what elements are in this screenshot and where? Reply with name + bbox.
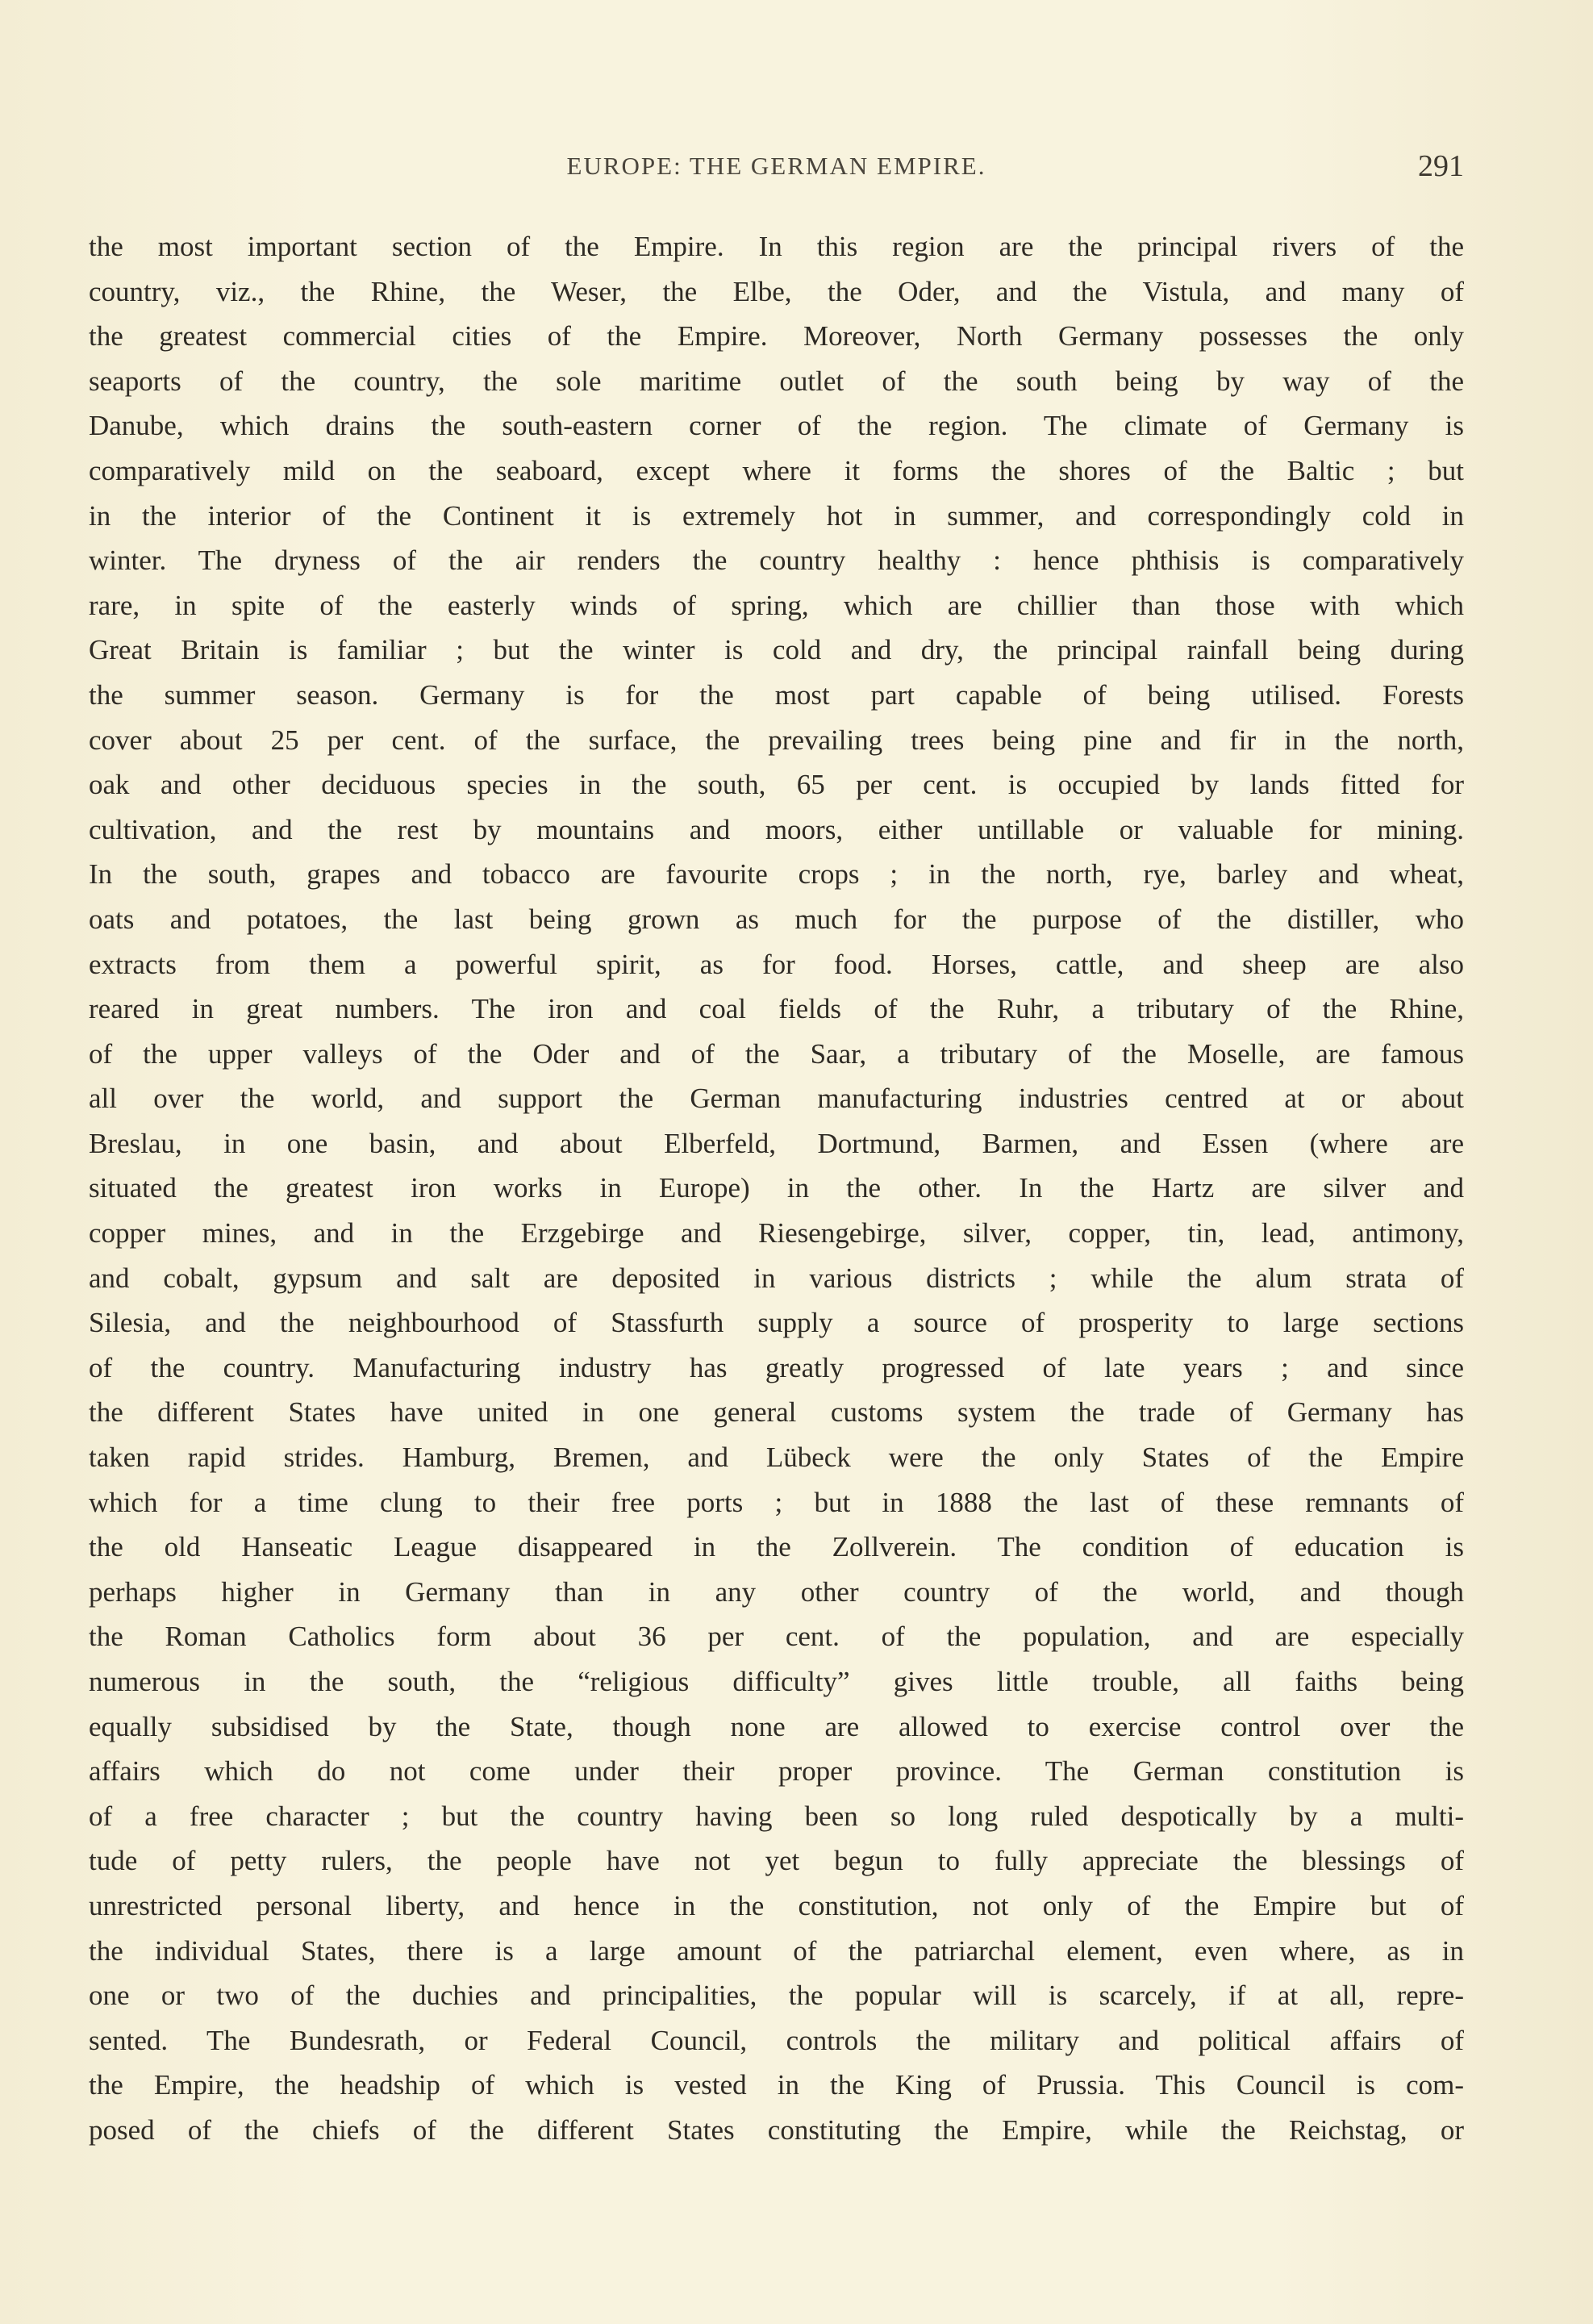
text-line: posed of the chiefs of the different States constituting the Empire, while the Reichstag, or (89, 2113, 1464, 2146)
text-line: the old Hanseatic League disappeared in the Zollverein. The condition of education is (89, 1531, 1464, 1563)
text-line: In the south, grapes and tobacco are favourite crops ; in the north, rye, barley and wheat, (89, 858, 1464, 891)
text-line: of a free character ; but the country having been so long ruled despotically by a multi- (89, 1800, 1464, 1832)
text-line: oats and potatoes, the last being grown as much for the purpose of the distiller, who (89, 903, 1464, 935)
text-line: oak and other deciduous species in the south, 65 per cent. is occupied by lands fitted for (89, 769, 1464, 801)
text-line: unrestricted personal liberty, and hence in the constitution, not only of the Empire but of (89, 1889, 1464, 1921)
text-line: reared in great numbers. The iron and coal fields of the Ruhr, a tributary of the Rhine, (89, 993, 1464, 1025)
text-line: perhaps higher in Germany than in any other country of the world, and though (89, 1575, 1464, 1608)
text-line: rare, in spite of the easterly winds of spring, which are chillier than those with which (89, 589, 1464, 621)
text-line: tude of petty rulers, the people have not yet begun to fully appreciate the blessings of (89, 1845, 1464, 1877)
text-line: extracts from them a powerful spirit, as for food. Horses, cattle, and sheep are also (89, 948, 1464, 980)
text-line: one or two of the duchies and principalities, the popular will is scarcely, if at all, repre- (89, 1980, 1464, 2012)
running-title: EUROPE: THE GERMAN EMPIRE. (566, 152, 986, 180)
text-line: in the interior of the Continent it is extremely hot in summer, and correspondingly cold in (89, 499, 1464, 532)
text-line: comparatively mild on the seaboard, except where it forms the shores of the Baltic ; but (89, 454, 1464, 486)
text-line: of the upper valleys of the Oder and of the Saar, a tributary of the Moselle, are famous (89, 1037, 1464, 1070)
text-line: situated the greatest iron works in Europe) in the other. In the Hartz are silver and (89, 1172, 1464, 1204)
text-line: all over the world, and support the German manufacturing industries centred at or about (89, 1083, 1464, 1115)
text-line: which for a time clung to their free ports ; but in 1888 the last of these remnants of (89, 1486, 1464, 1518)
page-header (89, 149, 1464, 192)
text-line: Great Britain is familiar ; but the winter is cold and dry, the principal rainfall being during (89, 634, 1464, 666)
text-line: Breslau, in one basin, and about Elberfeld, Dortmund, Barmen, and Essen (where are (89, 1127, 1464, 1159)
text-line: equally subsidised by the State, though none are allowed to exercise control over the (89, 1710, 1464, 1742)
text-line: cultivation, and the rest by mountains and moors, either untillable or valuable for mining. (89, 813, 1464, 845)
text-line: cover about 25 per cent. of the surface, the prevailing trees being pine and fir in the north, (89, 724, 1464, 756)
body-paragraph (89, 224, 1464, 2153)
text-line: seaports of the country, the sole maritime outlet of the south being by way of the (89, 365, 1464, 397)
text-line: sented. The Bundesrath, or Federal Council, controls the military and political affairs of (89, 2024, 1464, 2056)
text-line: Danube, which drains the south-eastern corner of the region. The climate of Germany is (89, 410, 1464, 442)
text-line: numerous in the south, the “religious difficulty” gives little trouble, all faiths being (89, 1666, 1464, 1697)
text-line: copper mines, and in the Erzgebirge and Riesengebirge, silver, copper, tin, lead, antimony, (89, 1217, 1464, 1250)
text-line: the Empire, the headship of which is vested in the King of Prussia. This Council is com- (89, 2069, 1464, 2101)
text-line: country, viz., the Rhine, the Weser, the Elbe, the Oder, and the Vistula, and many of (89, 275, 1464, 307)
text-line: of the country. Manufacturing industry has greatly progressed of late years ; and since (89, 1351, 1464, 1383)
text-line: winter. The dryness of the air renders the country healthy : hence phthisis is comparatively (89, 544, 1464, 577)
text-line: and cobalt, gypsum and salt are deposited in various districts ; while the alum strata of (89, 1262, 1464, 1294)
text-line: the most important section of the Empire. In this region are the principal rivers of the (89, 231, 1464, 262)
text-line: the individual States, there is a large amount of the patriarchal element, even where, as in (89, 1934, 1464, 1967)
text-line: affairs which do not come under their proper province. The German constitution is (89, 1755, 1464, 1788)
text-line: the greatest commercial cities of the Empire. Moreover, North Germany possesses the only (89, 320, 1464, 353)
text-line: taken rapid strides. Hamburg, Bremen, and Lübeck were the only States of the Empire (89, 1442, 1464, 1474)
text-line: the summer season. Germany is for the most part capable of being utilised. Forests (89, 678, 1464, 711)
page-number: 291 (1418, 149, 1464, 183)
text-line: Silesia, and the neighbourhood of Stassfurth supply a source of prosperity to large sections (89, 1307, 1464, 1339)
text-line: the Roman Catholics form about 36 per cent. of the population, and are especially (89, 1621, 1464, 1653)
text-line: the different States have united in one general customs system the trade of Germany has (89, 1396, 1464, 1429)
